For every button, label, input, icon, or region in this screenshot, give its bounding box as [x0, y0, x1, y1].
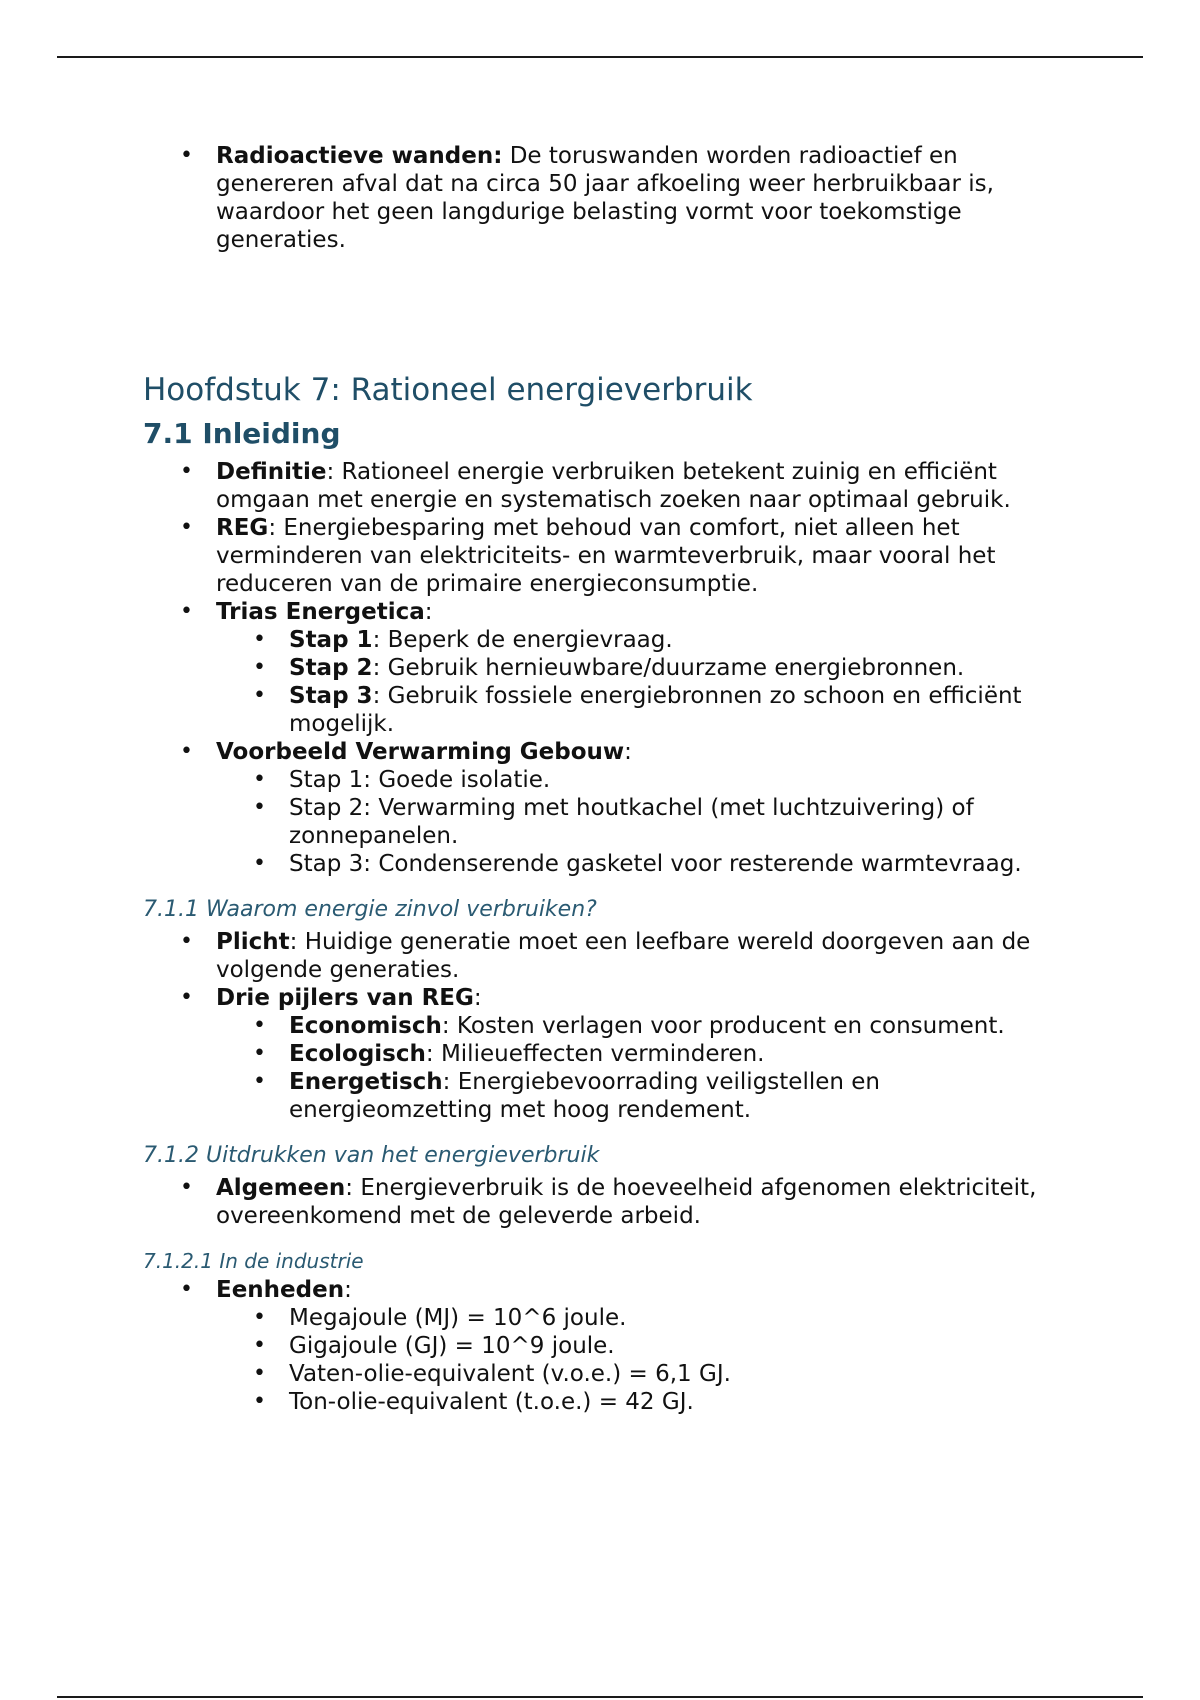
bullet-icon: •	[180, 929, 193, 954]
bullet-icon: •	[180, 1277, 193, 1302]
item-label: Drie pijlers van REG	[216, 985, 474, 1011]
section-title: 7.1 Inleiding	[143, 417, 341, 450]
subsection-title: 7.1.2 Uitdrukken van het energieverbruik	[143, 1143, 600, 1168]
item-text: : Kosten verlagen voor producent en consument.	[441, 1013, 1005, 1039]
item-text: :	[424, 599, 433, 625]
bullet-icon: •	[253, 1041, 266, 1066]
item-text: : Gebruik hernieuwbare/duurzame energiebronnen.	[372, 655, 965, 681]
voorbeeld-steps-list	[216, 766, 1083, 878]
spacer	[143, 254, 1083, 370]
item-label: Radioactieve wanden:	[216, 143, 503, 169]
bullet-icon: •	[253, 1305, 266, 1330]
item-text: De toruswanden worden radioactief en genereren afval dat na circa 50 jaar afkoeling weer herbruikbaar is, waardoor het geen langdurige belasting vormt voor toekomstige generaties.	[216, 143, 994, 253]
uitdrukken-list	[143, 1174, 1083, 1230]
item-text: : Huidige generatie moet een leefbare wereld doorgeven aan de volgende generaties.	[216, 929, 1031, 983]
item-text: : Energiebesparing met behoud van comfort, niet alleen het verminderen van elektriciteits- en warmteverbruik, maar vooral het reduceren van de primaire energieconsumptie.	[216, 515, 996, 597]
list-item	[216, 626, 1083, 654]
bullet-icon: •	[180, 985, 193, 1010]
item-text: Gigajoule (GJ) = 10^9 joule.	[289, 1333, 615, 1359]
list-item	[216, 1040, 1083, 1068]
chapter-title: Hoofdstuk 7: Rationeel energieverbruik	[143, 372, 753, 408]
bullet-icon: •	[253, 655, 266, 680]
item-text: : Beperk de energievraag.	[372, 627, 673, 653]
list-item	[216, 1332, 1083, 1360]
list-item	[216, 654, 1083, 682]
bullet-icon: •	[253, 795, 266, 820]
item-label: Stap 1	[289, 627, 373, 653]
waarom-list	[143, 928, 1083, 1124]
subsection-title: 7.1.1 Waarom energie zinvol verbruiken?	[143, 897, 597, 922]
bullet-icon: •	[253, 1013, 266, 1038]
subsubsection-title: 7.1.2.1 In de industrie	[143, 1249, 364, 1273]
item-text: Stap 3: Condenserende gasketel voor resterende warmtevraag.	[289, 851, 1022, 877]
trias-steps-list	[216, 626, 1083, 738]
list-item	[216, 1068, 1083, 1124]
bullet-icon: •	[180, 459, 193, 484]
header-rule	[57, 56, 1143, 58]
bullet-icon: •	[253, 1069, 266, 1094]
list-item	[216, 1012, 1083, 1040]
item-text: Stap 1: Goede isolatie.	[289, 767, 551, 793]
list-item	[216, 682, 1083, 738]
bullet-icon: •	[253, 1333, 266, 1358]
list-item	[216, 1304, 1083, 1332]
item-label: Ecologisch	[289, 1041, 426, 1067]
footer-rule	[57, 1696, 1143, 1698]
item-text: : Milieueffecten verminderen.	[425, 1041, 765, 1067]
list-item	[143, 1276, 1083, 1416]
inleiding-list	[143, 458, 1083, 878]
list-item	[216, 766, 1083, 794]
list-item	[143, 458, 1083, 514]
eenheden-list	[216, 1304, 1083, 1416]
list-item	[216, 794, 1083, 850]
list-item	[143, 738, 1083, 878]
bullet-icon: •	[253, 767, 266, 792]
item-label: Algemeen	[216, 1175, 346, 1201]
bullet-icon: •	[253, 1361, 266, 1386]
bullet-icon: •	[180, 143, 193, 168]
list-item	[143, 142, 1083, 254]
item-label: Stap 2	[289, 655, 373, 681]
list-item	[143, 598, 1083, 738]
item-label: Trias Energetica	[216, 599, 425, 625]
item-text: Stap 2: Verwarming met houtkachel (met luchtzuivering) of zonnepanelen.	[289, 795, 974, 849]
item-label: Plicht	[216, 929, 290, 955]
item-label: Voorbeeld Verwarming Gebouw	[216, 739, 625, 765]
bullet-icon: •	[180, 739, 193, 764]
list-item	[216, 1388, 1083, 1416]
pijlers-list	[216, 1012, 1083, 1124]
item-label: Economisch	[289, 1013, 442, 1039]
item-text: :	[624, 739, 632, 765]
bullet-icon: •	[180, 1175, 193, 1200]
item-text: Megajoule (MJ) = 10^6 joule.	[289, 1305, 627, 1331]
list-item	[143, 984, 1083, 1124]
item-text: Ton-olie-equivalent (t.o.e.) = 42 GJ.	[289, 1389, 694, 1415]
list-item	[143, 1174, 1083, 1230]
list-item	[143, 928, 1083, 984]
list-item	[143, 514, 1083, 598]
document-body	[143, 142, 1083, 1416]
item-label: Definitie	[216, 459, 327, 485]
list-item	[216, 1360, 1083, 1388]
item-label: Energetisch	[289, 1069, 443, 1095]
intro-list	[143, 142, 1083, 254]
bullet-icon: •	[253, 683, 266, 708]
item-text: : Gebruik fossiele energiebronnen zo schoon en efficiënt mogelijk.	[289, 683, 1022, 737]
item-label: Stap 3	[289, 683, 373, 709]
bullet-icon: •	[253, 627, 266, 652]
item-text: :	[344, 1277, 352, 1303]
item-text: : Energiebevoorrading veiligstellen en energieomzetting met hoog rendement.	[289, 1069, 880, 1123]
item-text: Vaten-olie-equivalent (v.o.e.) = 6,1 GJ.	[289, 1361, 731, 1387]
bullet-icon: •	[180, 599, 193, 624]
bullet-icon: •	[180, 515, 193, 540]
industrie-list	[143, 1276, 1083, 1416]
item-text: : Rationeel energie verbruiken betekent zuinig en efficiënt omgaan met energie en systematisch zoeken naar optimaal gebruik.	[216, 459, 1011, 513]
bullet-icon: •	[253, 1389, 266, 1414]
list-item	[216, 850, 1083, 878]
item-label: REG	[216, 515, 269, 541]
item-text: :	[473, 985, 482, 1011]
item-text: : Energieverbruik is de hoeveelheid afgenomen elektriciteit, overeenkomend met de geleverde arbeid.	[216, 1175, 1037, 1229]
item-label: Eenheden	[216, 1277, 345, 1303]
bullet-icon: •	[253, 851, 266, 876]
